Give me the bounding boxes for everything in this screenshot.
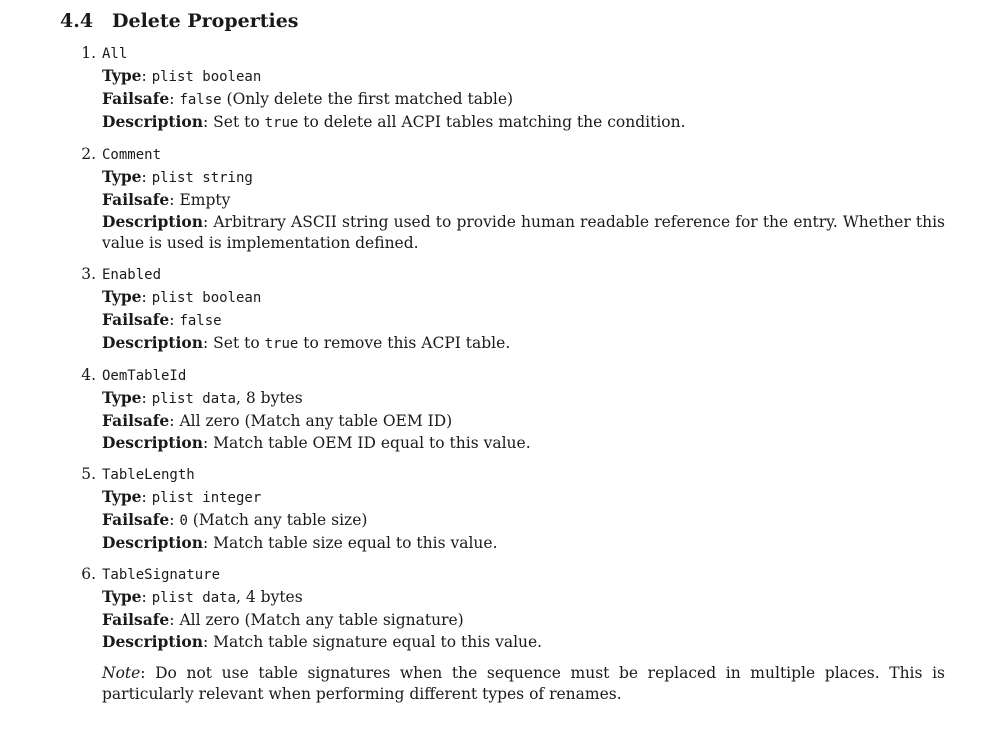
description-label: Description	[102, 433, 204, 452]
failsafe-text: Empty	[179, 191, 231, 209]
property-key: TableLength	[102, 467, 195, 483]
type-value: plist boolean	[151, 69, 262, 85]
note-paragraph	[102, 663, 945, 705]
property-key: Enabled	[102, 267, 162, 283]
list-item: 6. TableSignature Type: plist data, 4 bytes Failsafe: All zero (Match any table signature) Description: Match table signature equal to this value. Note: Do not use table signatures when the sequence must be replaced in multiple places. This is particularly relevant when performing different types of renames.	[0, 564, 1003, 705]
section-number: 4.4	[60, 10, 94, 32]
type-label: Type	[102, 287, 142, 306]
property-key: All	[102, 46, 128, 62]
property-key: OemTableId	[102, 368, 187, 384]
description-text-end: to delete all ACPI tables matching the condition.	[298, 113, 686, 131]
failsafe-label: Failsafe	[102, 310, 170, 329]
type-value: plist data	[151, 590, 236, 606]
property-list	[0, 43, 1003, 715]
description-text: Arbitrary ASCII string used to provide human readable reference for the entry. Whether this value is used is implementation defined.	[102, 213, 945, 252]
type-label: Type	[102, 587, 142, 606]
list-index: 3.	[81, 265, 96, 283]
failsafe-label: Failsafe	[102, 610, 170, 629]
description-label: Description	[102, 112, 204, 131]
list-item: 3. Enabled Type: plist boolean Failsafe: false Description: Set to true to remove this ACPI table.	[0, 264, 1003, 355]
failsafe-label: Failsafe	[102, 89, 170, 108]
failsafe-text: All zero (Match any table signature)	[179, 611, 464, 629]
description-text: Set to	[213, 334, 265, 352]
failsafe-code: false	[179, 313, 222, 329]
list-item: 2. Comment Type: plist string Failsafe: Empty Description: Arbitrary ASCII string used to provide human readable reference for the entry. Whether this value is used is implementation defined.	[0, 144, 1003, 254]
description-label: Description	[102, 333, 204, 352]
description-text-end: to remove this ACPI table.	[298, 334, 511, 352]
type-label: Type	[102, 167, 142, 186]
type-label: Type	[102, 66, 142, 85]
list-index: 1.	[81, 44, 96, 62]
failsafe-text: All zero (Match any table OEM ID)	[179, 412, 453, 430]
type-value: plist integer	[151, 490, 262, 506]
type-value: plist data	[151, 391, 236, 407]
failsafe-label: Failsafe	[102, 411, 170, 430]
type-value: plist string	[151, 170, 253, 186]
failsafe-label: Failsafe	[102, 510, 170, 529]
failsafe-text: (Only delete the first matched table)	[221, 90, 514, 108]
list-index: 6.	[81, 565, 96, 583]
description-label: Description	[102, 533, 204, 552]
description-text: Set to	[213, 113, 265, 131]
description-text: Match table size equal to this value.	[213, 534, 498, 552]
failsafe-label: Failsafe	[102, 190, 170, 209]
note-label: Note	[102, 664, 141, 682]
description-text: Match table signature equal to this value.	[213, 633, 543, 651]
type-extra: , 4 bytes	[236, 588, 303, 606]
description-code: true	[264, 336, 299, 352]
list-item: 5. TableLength Type: plist integer Failsafe: 0 (Match any table size) Description: Match table size equal to this value.	[0, 464, 1003, 554]
list-index: 5.	[81, 465, 96, 483]
section-title: Delete Properties	[112, 10, 299, 32]
note-text: : Do not use table signatures when the sequence must be replaced in multiple places. This is particularly relevant when performing different types of renames.	[102, 664, 945, 703]
section-heading	[60, 8, 298, 34]
failsafe-text: (Match any table size)	[187, 511, 368, 529]
failsafe-code: false	[179, 92, 222, 108]
list-index: 2.	[81, 145, 96, 163]
type-label: Type	[102, 487, 142, 506]
description-label: Description	[102, 212, 204, 231]
property-key: TableSignature	[102, 567, 221, 583]
list-index: 4.	[81, 366, 96, 384]
type-label: Type	[102, 388, 142, 407]
type-extra: , 8 bytes	[236, 389, 303, 407]
property-key: Comment	[102, 147, 162, 163]
list-item: 1. All Type: plist boolean Failsafe: false (Only delete the first matched table) Description: Set to true to delete all ACPI tables matching the condition.	[0, 43, 1003, 134]
description-text: Match table OEM ID equal to this value.	[213, 434, 531, 452]
type-value: plist boolean	[151, 290, 262, 306]
failsafe-code: 0	[179, 513, 188, 529]
description-label: Description	[102, 632, 204, 651]
description-code: true	[264, 115, 299, 131]
list-item: 4. OemTableId Type: plist data, 8 bytes Failsafe: All zero (Match any table OEM ID) Description: Match table OEM ID equal to this value.	[0, 365, 1003, 454]
